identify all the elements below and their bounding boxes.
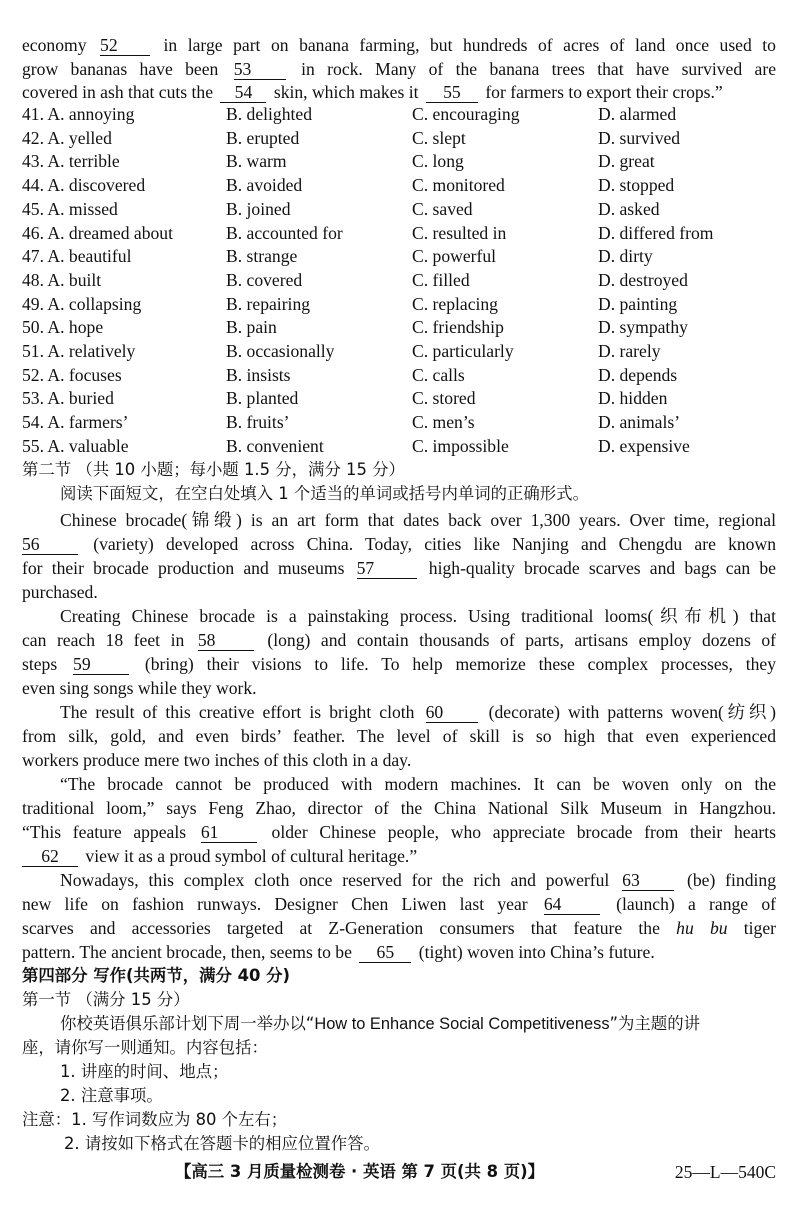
task-line: 座，请你写一则通知。内容包括： — [22, 1038, 268, 1057]
option-a[interactable]: 50. A. hope — [22, 317, 104, 338]
option-a[interactable]: 45. A. missed — [22, 198, 118, 219]
blank-58[interactable]: 58 — [198, 631, 254, 651]
option-row — [22, 340, 782, 362]
option-row — [22, 364, 782, 386]
text: skin, which makes it — [273, 82, 419, 102]
option-row — [22, 222, 782, 244]
option-row — [22, 150, 782, 172]
option-c[interactable]: C. stored — [412, 388, 476, 409]
text: (bring) their visions to life. To help memorize these complex processes, they — [144, 654, 776, 674]
text: view it as a proud symbol of cultural heritage.” — [85, 846, 418, 866]
option-b[interactable]: B. avoided — [226, 175, 303, 196]
text: The result of this creative effort is bright cloth — [60, 702, 415, 722]
option-a[interactable]: 53. A. buried — [22, 388, 114, 409]
option-b[interactable]: B. convenient — [226, 435, 324, 456]
blank-59[interactable]: 59 — [73, 655, 129, 675]
option-b[interactable]: B. joined — [226, 198, 291, 219]
blank-63[interactable]: 63 — [622, 871, 674, 891]
option-b[interactable]: B. occasionally — [226, 341, 335, 361]
text: for farmers to export their crops.” — [485, 82, 723, 102]
part4-subheading: 第一节 （满分 15 分） — [22, 990, 190, 1009]
option-b[interactable]: B. fruits’ — [226, 412, 290, 433]
brocade-line: “The brocade cannot be produced with modern machines. It can be woven only on the — [60, 774, 776, 794]
option-row — [22, 174, 782, 196]
blank-57[interactable]: 57 — [357, 559, 417, 579]
option-row — [22, 411, 782, 433]
text: high-quality brocade scarves and bags can be — [428, 558, 776, 578]
passage-line — [22, 34, 776, 56]
option-a[interactable]: 43. A. terrible — [22, 151, 120, 172]
brocade-line — [22, 941, 776, 963]
blank-54[interactable]: 54 — [220, 83, 266, 103]
option-b[interactable]: B. insists — [226, 364, 291, 385]
option-d[interactable]: D. depends — [598, 364, 678, 385]
brocade-line — [22, 845, 776, 867]
option-c[interactable]: C. replacing — [412, 293, 498, 314]
blank-65[interactable]: 65 — [359, 943, 411, 963]
option-row — [22, 245, 782, 267]
blank-61[interactable]: 61 — [201, 823, 257, 843]
brocade-line — [22, 557, 776, 579]
option-b[interactable]: B. warm — [226, 151, 287, 172]
option-c[interactable]: C. calls — [412, 364, 465, 385]
passage-line — [22, 81, 776, 103]
option-row — [22, 316, 782, 338]
option-c[interactable]: C. filled — [412, 269, 470, 290]
option-row — [22, 198, 782, 220]
text: Creating Chinese brocade is a painstaking process. Using traditional looms(织布机) that — [60, 606, 776, 626]
text: 你校英语俱乐部计划下周一举办以“ — [60, 1014, 315, 1033]
option-row — [22, 127, 782, 149]
page-footer — [175, 1160, 776, 1184]
text: Chinese brocade(锦缎) is an art form that dates back over 1,300 years. Over time, regional — [60, 510, 776, 530]
blank-52[interactable]: 52 — [100, 36, 150, 56]
blank-53[interactable]: 53 — [234, 60, 286, 80]
option-b[interactable]: B. covered — [226, 269, 303, 290]
text: (tight) woven into China’s future. — [418, 942, 655, 962]
brocade-line: traditional loom,” says Feng Zhao, director of the China National Silk Museum in Hangzhou. — [22, 798, 776, 818]
text: in large part on banana farming, but hundreds of acres of land once used to — [163, 35, 776, 55]
text: can reach 18 feet in — [22, 630, 185, 650]
text: new life on fashion runways. Designer Chen Liwen last year — [22, 894, 528, 914]
option-c[interactable]: C. encouraging — [412, 104, 520, 124]
brocade-line — [60, 605, 776, 627]
option-c[interactable]: C. friendship — [412, 317, 504, 338]
option-c[interactable]: C. resulted in — [412, 222, 507, 243]
option-a[interactable]: 54. A. farmers’ — [22, 412, 129, 433]
brocade-line — [22, 821, 776, 843]
option-a[interactable]: 46. A. dreamed about — [22, 222, 173, 243]
option-d[interactable]: D. great — [598, 151, 655, 172]
section2-heading: 第二节 （共 10 小题；每小题 1.5 分，满分 15 分） — [22, 460, 405, 479]
option-row — [22, 387, 782, 409]
brocade-line — [60, 869, 776, 891]
brocade-line: even sing songs while they work. — [22, 678, 257, 698]
brocade-line — [60, 701, 776, 723]
option-d[interactable]: D. rarely — [598, 341, 661, 361]
option-d[interactable]: D. expensive — [598, 435, 690, 456]
text: scarves and accessories targeted at Z-Generation consumers that feature the — [22, 918, 660, 938]
part4-heading: 第四部分 写作(共两节，满分 40 分) — [22, 966, 290, 985]
option-row — [22, 269, 782, 291]
option-a[interactable]: 41. A. annoying — [22, 104, 135, 124]
option-row — [22, 293, 782, 315]
option-c[interactable]: C. saved — [412, 198, 473, 219]
italic-text: hu bu — [676, 918, 728, 938]
option-d[interactable]: D. animals’ — [598, 412, 681, 433]
option-c[interactable]: C. particularly — [412, 341, 514, 361]
task-item: 2. 注意事项。 — [60, 1086, 163, 1105]
task-topic: How to Enhance Social Competitiveness — [314, 1015, 610, 1033]
option-b[interactable]: B. pain — [226, 317, 277, 338]
option-d[interactable]: D. destroyed — [598, 269, 688, 290]
text: pattern. The ancient brocade, then, seems to be — [22, 942, 352, 962]
option-d[interactable]: D. alarmed — [598, 104, 677, 124]
brocade-line: from silk, gold, and even birds’ feather. The level of skill is so high that even experienced — [22, 726, 776, 746]
brocade-line: workers produce mere two inches of this cloth in a day. — [22, 750, 412, 770]
text: covered in ash that cuts the — [22, 82, 214, 102]
option-c[interactable]: C. long — [412, 151, 464, 172]
option-a[interactable]: 52. A. focuses — [22, 364, 122, 385]
option-a[interactable]: 42. A. yelled — [22, 127, 112, 148]
blank-56[interactable]: 56 — [22, 535, 78, 555]
note-line: 2. 请按如下格式在答题卡的相应位置作答。 — [64, 1134, 380, 1153]
option-b[interactable]: B. strange — [226, 246, 298, 267]
option-d[interactable]: D. stopped — [598, 175, 675, 196]
option-c[interactable]: C. men’s — [412, 412, 475, 433]
option-a[interactable]: 55. A. valuable — [22, 435, 129, 456]
option-c[interactable]: C. monitored — [412, 175, 505, 196]
text: in rock. Many of the banana trees that have survived are — [301, 59, 777, 79]
passage-line — [22, 58, 776, 80]
text: “This feature appeals — [22, 822, 187, 842]
brocade-line: purchased. — [22, 582, 98, 602]
section2-instruction: 阅读下面短文，在空白处填入 1 个适当的单词或括号内单词的正确形式。 — [60, 484, 589, 503]
option-c[interactable]: C. powerful — [412, 246, 497, 267]
option-b[interactable]: B. accounted for — [226, 222, 343, 243]
text: (be) finding — [687, 870, 777, 890]
option-a[interactable]: 44. A. discovered — [22, 175, 146, 196]
text: grow bananas have been — [22, 59, 219, 79]
option-c[interactable]: C. impossible — [412, 435, 509, 456]
note-line: 注意：1. 写作词数应为 80 个左右； — [22, 1110, 288, 1129]
text: older Chinese people, who appreciate brocade from their hearts — [271, 822, 777, 842]
option-row — [22, 435, 782, 457]
option-d[interactable]: D. dirty — [598, 246, 653, 267]
option-d[interactable]: D. asked — [598, 198, 660, 219]
text: (launch) a range of — [616, 894, 776, 914]
task-item: 1. 讲座的时间、地点； — [60, 1062, 229, 1081]
brocade-line — [22, 533, 776, 555]
option-a[interactable]: 47. A. beautiful — [22, 246, 132, 267]
option-b[interactable]: B. repairing — [226, 293, 311, 314]
option-d[interactable]: D. differed from — [598, 222, 714, 243]
option-c[interactable]: C. slept — [412, 127, 466, 148]
brocade-line — [22, 917, 776, 939]
footer-title: 【高三 3 月质量检测卷 · 英语 第 7 页(共 8 页)】 — [175, 1162, 545, 1181]
task-line — [60, 1013, 776, 1035]
text: tiger — [743, 918, 777, 938]
footer-code: 25—L—540C — [674, 1162, 776, 1182]
brocade-line — [60, 509, 776, 531]
option-b[interactable]: B. delighted — [226, 104, 313, 124]
option-d[interactable]: D. survived — [598, 127, 681, 148]
text: steps — [22, 654, 58, 674]
brocade-line — [22, 653, 776, 675]
text: ”为主题的讲 — [609, 1014, 700, 1033]
text: Nowadays, this complex cloth once reserved for the rich and powerful — [60, 870, 610, 890]
option-b[interactable]: B. planted — [226, 388, 299, 409]
brocade-line — [22, 629, 776, 651]
text: (variety) developed across China. Today, cities like Nanjing and Chengdu are known — [93, 534, 776, 554]
option-d[interactable]: D. hidden — [598, 388, 668, 409]
option-a[interactable]: 51. A. relatively — [22, 341, 136, 361]
blank-62[interactable]: 62 — [22, 847, 78, 867]
text: for their brocade production and museums — [22, 558, 345, 578]
option-d[interactable]: D. sympathy — [598, 317, 688, 338]
option-a[interactable]: 49. A. collapsing — [22, 293, 142, 314]
option-d[interactable]: D. painting — [598, 293, 678, 314]
text: economy — [22, 35, 87, 55]
option-row — [22, 103, 782, 125]
text: (decorate) with patterns woven(纺织) — [488, 702, 776, 722]
text: (long) and contain thousands of parts, artisans employ dozens of — [267, 630, 777, 650]
option-a[interactable]: 48. A. built — [22, 269, 102, 290]
option-b[interactable]: B. erupted — [226, 127, 300, 148]
brocade-line — [22, 893, 776, 915]
blank-55[interactable]: 55 — [426, 83, 478, 103]
blank-60[interactable]: 60 — [426, 703, 478, 723]
blank-64[interactable]: 64 — [544, 895, 600, 915]
